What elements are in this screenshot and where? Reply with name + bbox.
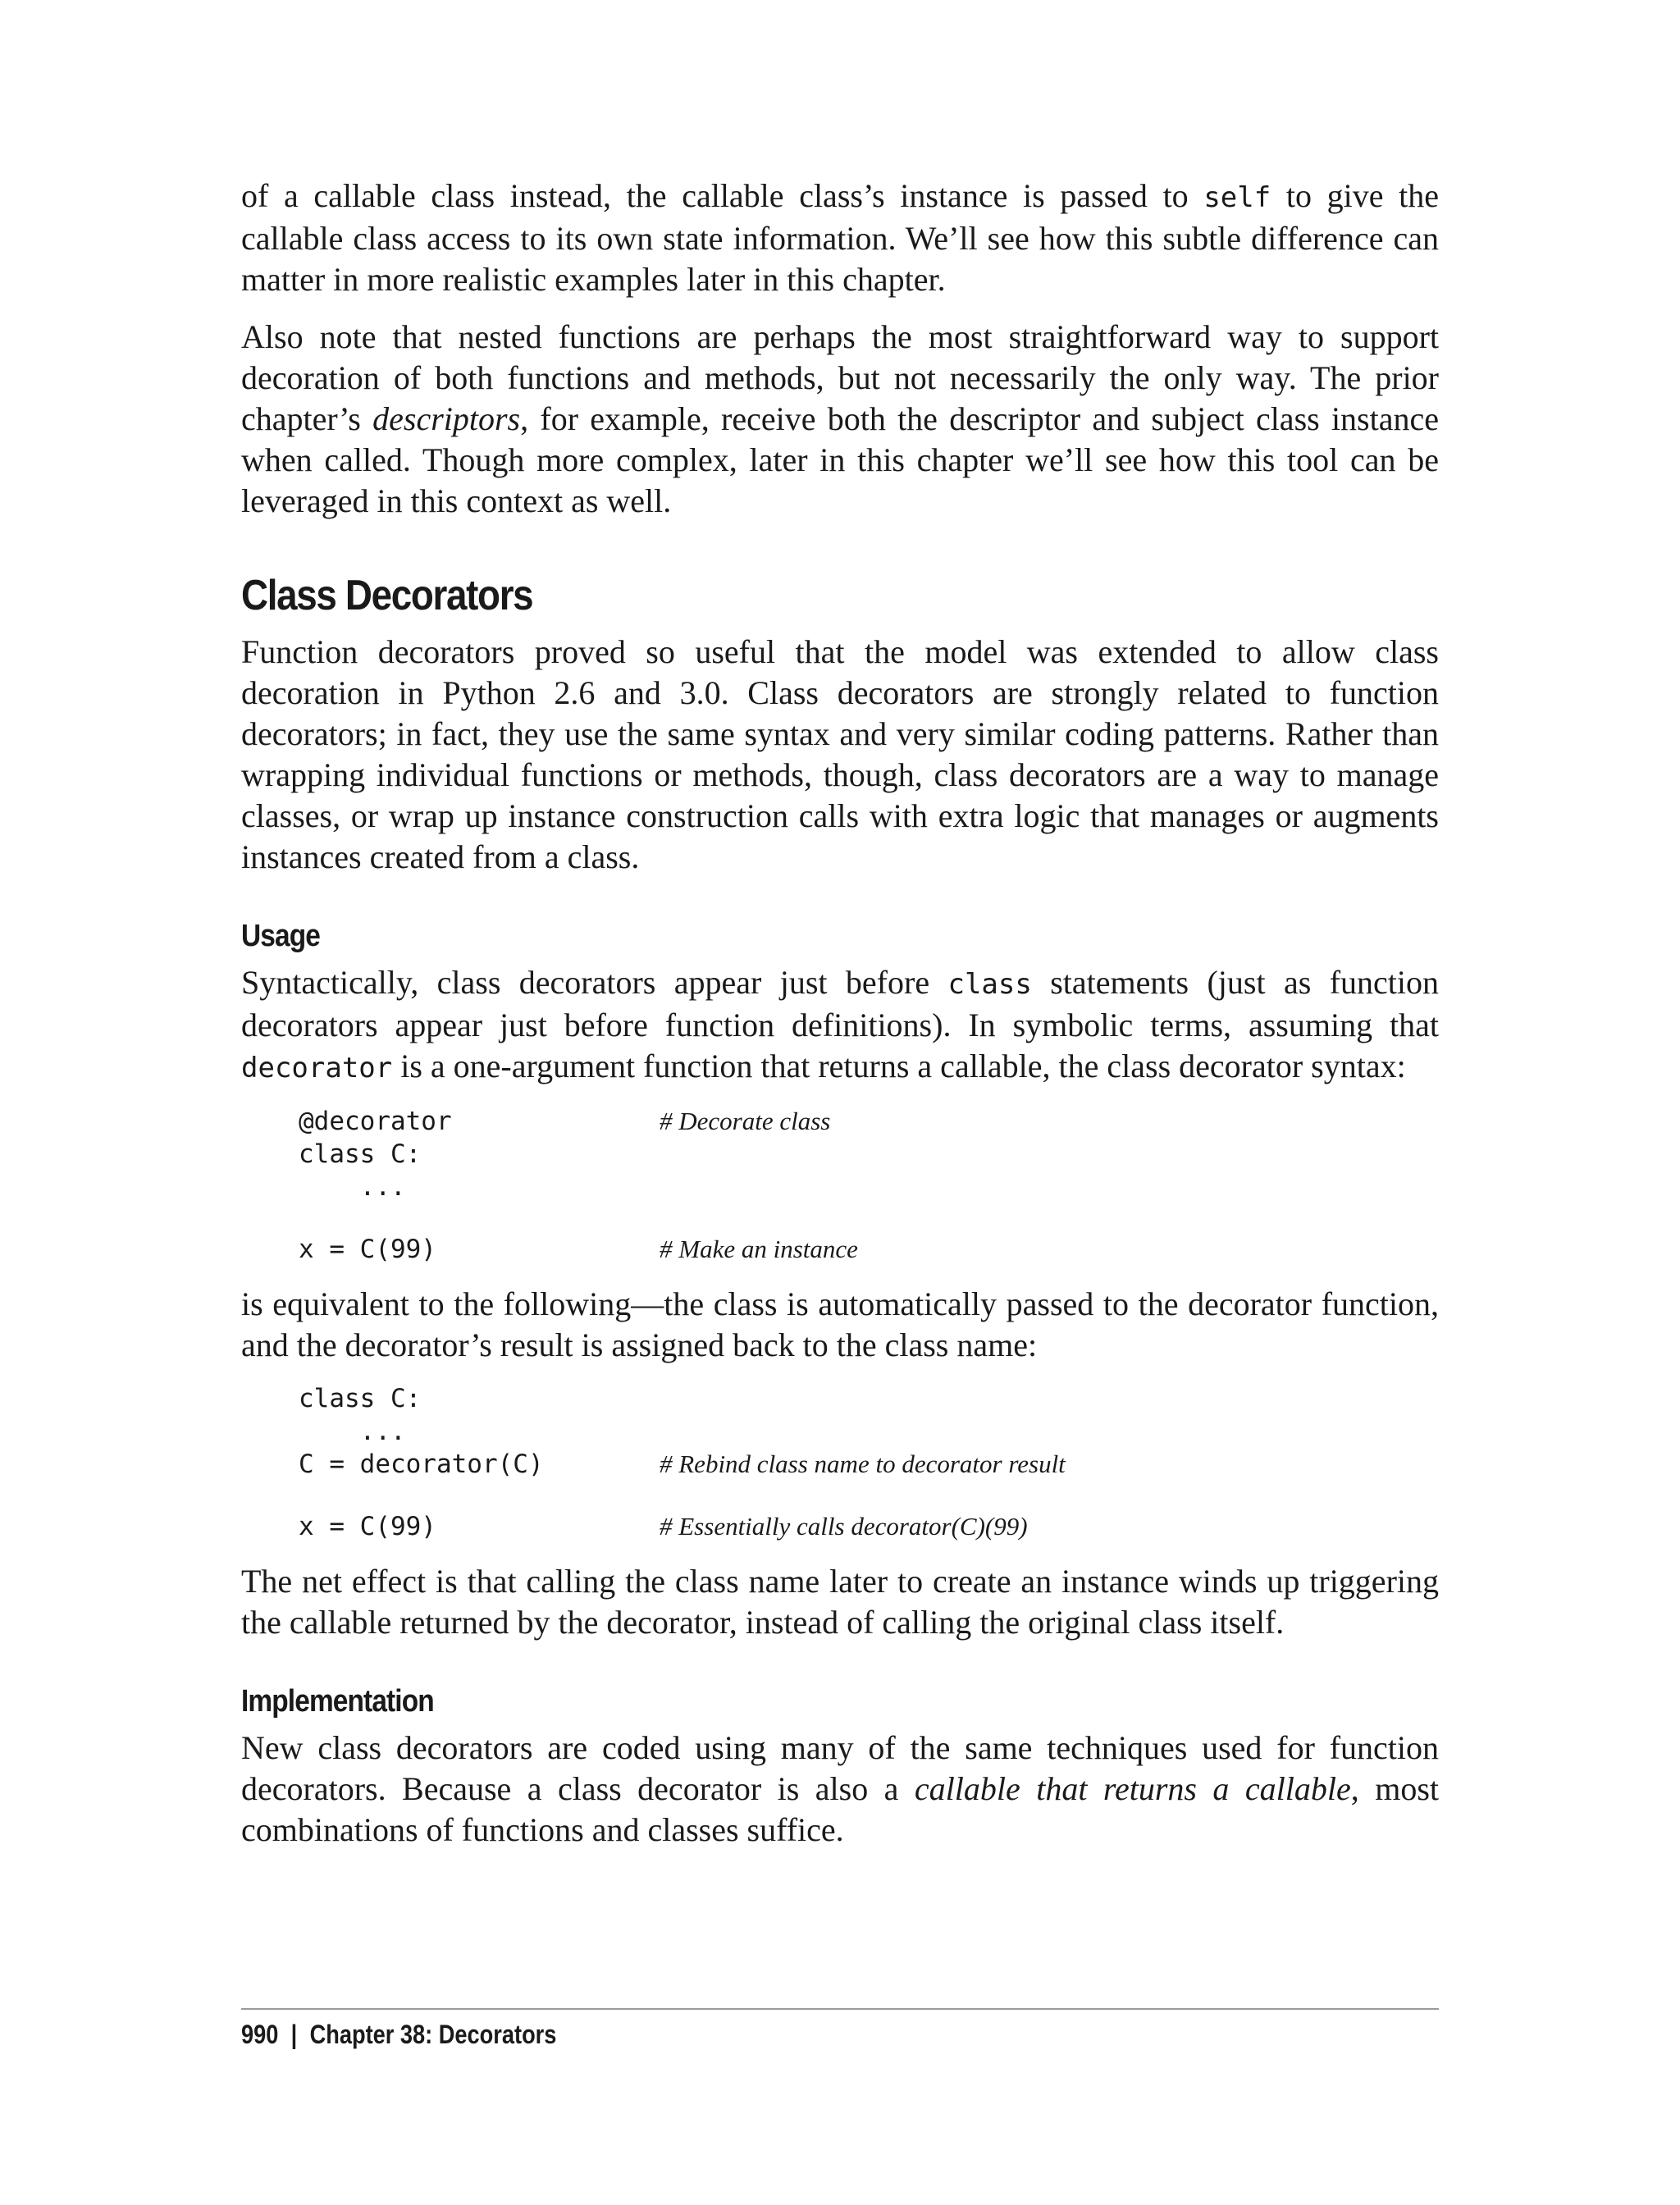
code-blank-line: [299, 1203, 1439, 1233]
paragraph-implementation: [241, 1728, 1439, 1851]
code-text: ...: [299, 1417, 406, 1446]
code-text: class C:: [299, 1384, 422, 1413]
page-number: 990: [241, 2020, 279, 2049]
inline-code-decorator: decorator: [241, 1052, 393, 1084]
code-line: [299, 1510, 1439, 1543]
footer-rule: [241, 2008, 1439, 2010]
code-comment: # Rebind class name to decorator result: [660, 1449, 1066, 1478]
code-line: [299, 1171, 1439, 1203]
code-text: x = C(99): [299, 1235, 436, 1264]
code-line: [299, 1415, 1439, 1448]
code-block-equivalent: [299, 1382, 1439, 1543]
heading-usage: Usage: [241, 919, 320, 953]
page-footer: [241, 2020, 556, 2050]
text-run: is a one-argument function that returns a callable, the class decorator syntax:: [392, 1048, 1406, 1084]
chapter-title: Chapter 38: Decorators: [309, 2020, 557, 2049]
text-run: statements (just as function decorators appear just before function definitions). In symbolic terms, assuming that: [241, 964, 1439, 1043]
page-content: [241, 176, 1439, 1867]
paragraph-equivalent: is equivalent to the following—the class is automatically passed to the decorator function, and the decorator’s result is assigned back to the class name:: [241, 1285, 1439, 1363]
text-run: to give the callable class access to its own state information. We’ll see how this subtle difference can matter in more realistic examples later in this chapter.: [241, 177, 1439, 298]
text-run: Syntactically, class decorators appear just before: [241, 964, 948, 1001]
inline-code-self: self: [1203, 181, 1271, 214]
code-text: x = C(99): [299, 1512, 436, 1541]
heading-class-decorators: Class Decorators: [241, 572, 533, 619]
code-text: C = decorator(C): [299, 1449, 544, 1479]
code-line: [299, 1105, 1439, 1138]
code-text: ...: [299, 1172, 406, 1202]
emphasis-callable: callable that returns a callable: [914, 1770, 1351, 1807]
emphasis-descriptors: descriptors: [372, 400, 521, 437]
code-line: [299, 1233, 1439, 1266]
text-run: of a callable class instead, the callable class’s instance is passed to: [241, 177, 1204, 214]
paragraph-net-effect: The net effect is that calling the class name later to create an instance winds up triggering the callable returned by the decorator, instead of calling the original class itself.: [241, 1563, 1439, 1641]
text-run: , for example, receive both the descriptor and subject class instance when called. Though more complex, later in this chapter we’ll see how this tool can be leveraged in this context as well.: [241, 400, 1440, 519]
footer-separator: |: [290, 2020, 298, 2049]
code-comment: # Essentially calls decorator(C)(99): [660, 1512, 1028, 1541]
code-text: class C:: [299, 1139, 422, 1169]
paragraph-class-decorators-intro: Function decorators proved so useful that the model was extended to allow class decoration in Python 2.6 and 3.0. Class decorators are strongly related to function decorators; in fact, they use the same syntax and very similar coding patterns. Rather than wrapping individual functions or methods, though, class decorators are a way to manage classes, or wrap up instance construction calls with extra logic that manages or augments instances created from a class.: [241, 633, 1439, 875]
inline-code-class: class: [947, 968, 1032, 1001]
code-blank-line: [299, 1481, 1439, 1510]
paragraph-usage: [241, 962, 1439, 1089]
text-run: New class decorators are coded using many of the same techniques used for function decorators. Because a class decorator is also a: [241, 1729, 1439, 1807]
heading-implementation: Implementation: [241, 1684, 434, 1719]
code-comment: # Decorate class: [660, 1107, 831, 1135]
text-run: Also note that nested functions are perhaps the most straightforward way to support decoration of both functions and methods, but not necessarily the only way. The prior chapter’s: [241, 318, 1439, 437]
code-block-decorator-syntax: [299, 1105, 1439, 1266]
code-text: @decorator: [299, 1107, 452, 1136]
code-line: [299, 1382, 1439, 1415]
code-line: [299, 1448, 1439, 1481]
code-comment: # Make an instance: [660, 1235, 858, 1263]
paragraph-nested-functions: [241, 317, 1439, 522]
text-run: , most combinations of functions and classes suffice.: [241, 1770, 1440, 1848]
code-line: [299, 1138, 1439, 1171]
paragraph-callable-class: [241, 176, 1439, 300]
